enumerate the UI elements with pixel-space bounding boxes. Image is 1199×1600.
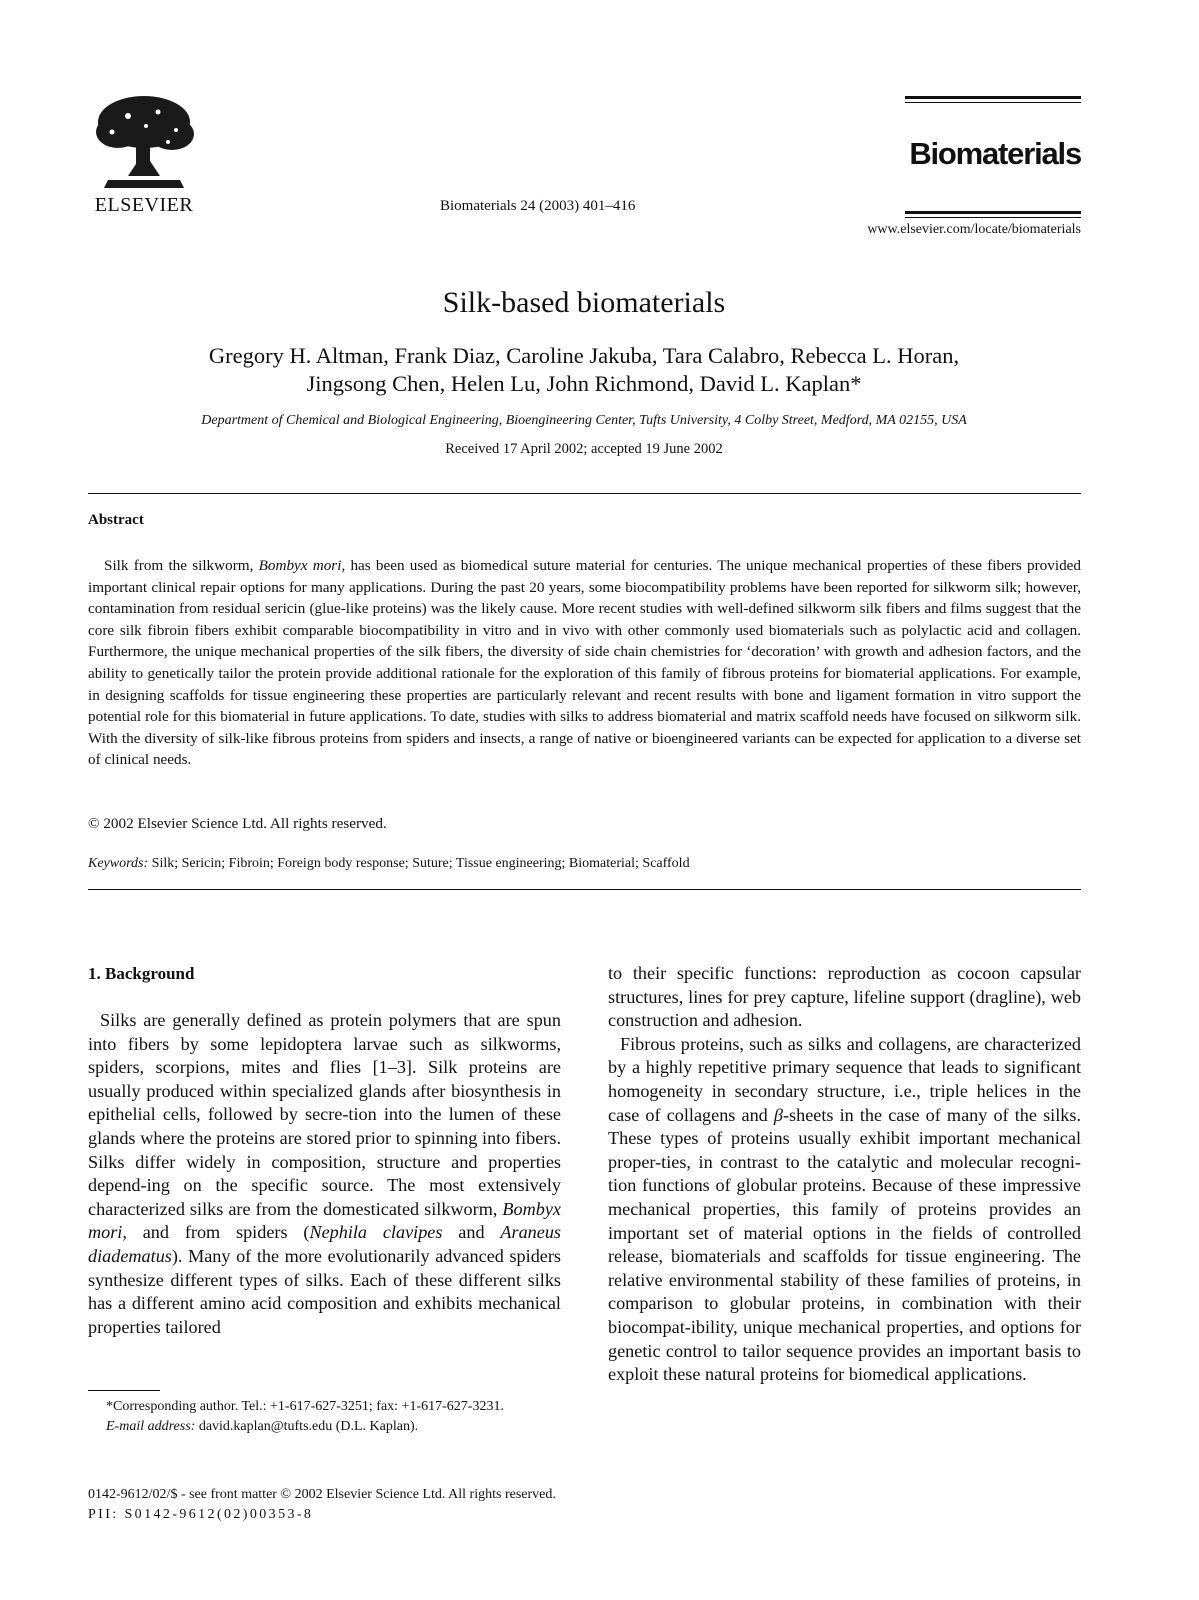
abstract-species: Bombyx mori <box>258 557 342 574</box>
journal-url[interactable]: www.elsevier.com/locate/biomaterials <box>867 222 1081 237</box>
journal-masthead <box>905 96 1081 218</box>
journal-name: Biomaterials <box>909 136 1081 171</box>
abstract-copyright: © 2002 Elsevier Science Ltd. All rights reserved. <box>88 815 387 832</box>
abstract-heading: Abstract <box>88 512 144 528</box>
email-address[interactable]: david.kaplan@tufts.edu (D.L. Kaplan). <box>195 1418 419 1434</box>
masthead-rule <box>905 211 1081 214</box>
received-dates: Received 17 April 2002; accepted 19 June 2002 <box>445 441 723 457</box>
abstract-text-start: Silk from the silkworm, <box>104 557 259 574</box>
abstract-text-rest: , has been used as biomedical suture material for centuries. The unique mechanical properties of these fibers provided important clinical repair options for many applications. During the past 20 years, some biocompatibility problems have been reported for silkworm silk; however, contamination from residual sericin (glue-like proteins) was the likely cause. More recent studies with well-defined silkworm silk fibers and films suggest that the core silk fibroin fibers exhibit comparable biocompatibility in vitro and in vivo with other commonly used biomaterials such as polylactic acid and collagen. Furthermore, the unique mechanical properties of the silk fibers, the diversity of side chain chemistries for ‘decoration’ with growth and adhesion factors, and the ability to genetically tailor the protein provide additional rationale for the exploration of this family of fibrous proteins for biomaterial applications. For example, in designing scaffolds for tissue engineering these properties are particularly relevant and recent results with bone and ligament formation in vitro support the potential role for this biomaterial in future applications. To date, studies with silks to address biomaterial and matrix scaffold needs have focused on silkworm silk. With the diversity of silk-like fibrous proteins from spiders and insects, a range of native or bioengineered variants can be expected for application to a diverse set of clinical needs. <box>88 557 1081 769</box>
journal-citation: Biomaterials 24 (2003) 401–416 <box>440 198 636 214</box>
article-title: Silk-based biomaterials <box>442 286 726 319</box>
body-paragraph <box>88 1009 561 1339</box>
author-list <box>60 342 1108 398</box>
elsevier-logo <box>88 92 200 216</box>
keywords-list: Silk; Sericin; Fibroin; Foreign body response; Suture; Tissue engineering; Biomaterial; Scaffold <box>148 856 690 871</box>
masthead-rule <box>905 96 1081 99</box>
greek-symbol: β <box>773 1104 783 1125</box>
footnote-rule <box>88 1390 160 1391</box>
body-column-right <box>608 962 1081 1387</box>
species-name: Bombyx mori, <box>88 1198 561 1243</box>
paragraph-text: and from spiders ( <box>126 1222 310 1243</box>
body-column-left <box>88 962 561 1339</box>
paragraph-text: and <box>442 1222 501 1243</box>
divider <box>88 493 1081 494</box>
front-matter-footer <box>88 1485 556 1525</box>
affiliation: Department of Chemical and Biological Engineering, Bioengineering Center, Tufts University, 4 Colby Street, Medford, MA 02155, USA <box>201 413 967 428</box>
email-line <box>88 1417 561 1437</box>
paragraph-text: ). Many of the more evolutionarily advanced spiders synthesize different types of silks. Each of these different silks has a different amino acid composition and exhibits mechanical properties tailored <box>88 1245 561 1337</box>
species-name: Araneus diadematus <box>88 1222 561 1266</box>
paragraph-text: Fibrous proteins, such as silks and collagens, are characterized by a highly repetitive primary sequence that leads to significant homogeneity in secondary structure, i.e., triple helices in the case of collagens and <box>608 1033 1081 1125</box>
body-paragraph: to their specific functions: reproduction as cocoon capsular structures, lines for prey capture, lifeline support (dragline), web construction and adhesion. <box>608 963 1081 1031</box>
corresponding-author: *Corresponding author. Tel.: +1-617-627-3251; fax: +1-617-627-3231. <box>106 1399 504 1414</box>
paragraph-text: Silks are generally defined as protein polymers that are spun into fibers by some lepidoptera larvae such as silkworms, spiders, scorpions, mites and flies [1–3]. Silk proteins are usually produced within specialized glands after biosynthesis in epithelial cells, followed by secre-tion into the lumen of these glands where the proteins are stored prior to spinning into fibers. Silks differ widely in composition, structure and properties depend-ing on the specific source. The most extensively characterized silks are from the domesticated silkworm, <box>88 1010 561 1219</box>
issn-line: 0142-9612/02/$ - see front matter © 2002 Elsevier Science Ltd. All rights reserved. <box>88 1487 556 1502</box>
publisher-wordmark: ELSEVIER <box>94 194 194 216</box>
keywords <box>88 856 690 872</box>
keywords-label: Keywords: <box>88 856 149 871</box>
species-name: Nephila clavipes <box>309 1222 443 1243</box>
authors-line: Gregory H. Altman, Frank Diaz, Caroline Jakuba, Tara Calabro, Rebecca L. Horan, <box>208 343 960 368</box>
masthead-rule <box>905 102 1081 103</box>
pii-line: PII: S0142-9612(02)00353-8 <box>88 1507 314 1522</box>
authors-line: Jingsong Chen, Helen Lu, John Richmond, David L. Kaplan* <box>306 371 862 396</box>
email-label: E-mail address: <box>106 1418 196 1434</box>
masthead-rule <box>905 217 1081 218</box>
divider <box>88 889 1081 890</box>
tree-icon <box>88 92 200 192</box>
body-paragraph <box>608 1033 1081 1387</box>
footnote <box>88 1397 561 1436</box>
abstract-body <box>88 555 1081 771</box>
paragraph-text: -sheets in the case of many of the silks. These types of proteins usually exhibit important mechanical proper-ties, in contrast to the catalytic and molecular recogni-tion functions of globular proteins. Because of these impressive mechanical properties, this family of proteins provides an important set of material options in the fields of controlled release, biomaterials and scaffolds for tissue engineering. The relative environmental stability of these families of proteins, in comparison to globular proteins, in combination with their biocompat-ibility, unique mechanical properties, and options for genetic control to tailor sequence provides an important basis to exploit these natural proteins for biomedical applications. <box>608 1104 1081 1385</box>
section-heading: 1. Background <box>88 964 195 983</box>
